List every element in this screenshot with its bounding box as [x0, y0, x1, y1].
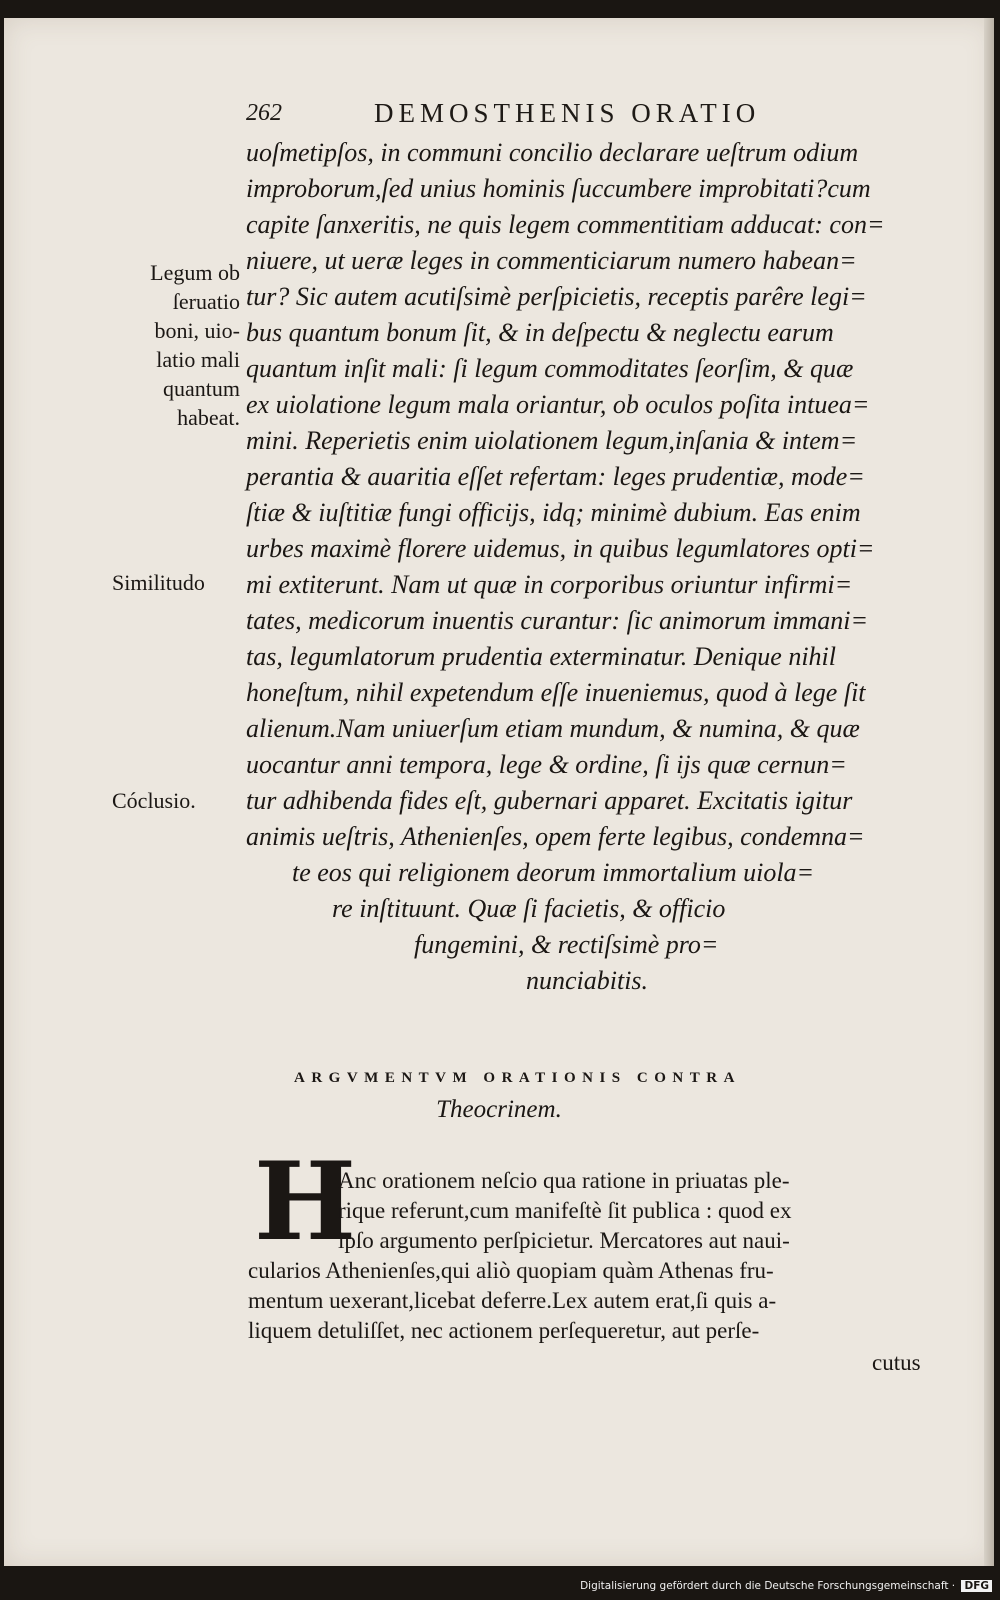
- marginal-line: boni, uio-: [154, 318, 240, 343]
- dfg-logo: DFG: [961, 1580, 992, 1592]
- text-line: liquem detuliſſet, nec actionem perſequeretur, aut perſe-: [248, 1318, 760, 1343]
- text-line: urbes maximè florere uidemus, in quibus legumlatores opti=: [246, 534, 875, 563]
- marginal-line: ſeruatio: [172, 289, 240, 314]
- text-line: tates, medicorum inuentis curantur: ſic animorum immani=: [246, 606, 868, 635]
- page-number: 262: [246, 100, 282, 126]
- text-line: mentum uexerant,licebat deferre.Lex autem erat,ſi quis a-: [248, 1288, 777, 1313]
- text-line: fungemini, & rectiſsimè pro=: [414, 930, 719, 959]
- text-line: niuere, ut ueræ leges in commenticiarum numero habean=: [246, 246, 857, 275]
- text-line: te eos qui religionem deorum immortalium uiola=: [292, 858, 815, 887]
- text-line: mi extiterunt. Nam ut quæ in corporibus oriuntur infirmi=: [246, 570, 853, 599]
- text-line: re inſtituunt. Quæ ſi facietis, & officio: [332, 894, 726, 923]
- marginal-line: habeat.: [177, 405, 240, 430]
- text-line: perantia & auaritia eſſet refertam: leges prudentiæ, mode=: [246, 462, 865, 491]
- text-line: ex uiolatione legum mala oriantur, ob oculos poſita intuea=: [246, 390, 870, 419]
- text-line: tur adhibenda fides eſt, gubernari apparet. Excitatis igitur: [246, 786, 853, 815]
- text-line: capite ſanxeritis, ne quis legem commentitiam adducat: con=: [246, 210, 885, 239]
- text-line: cularios Athenienſes,qui aliò quopiam quàm Athenas fru-: [248, 1258, 774, 1283]
- argument-subheading: Theocrinem.: [436, 1096, 562, 1123]
- marginal-note-similitudo: [112, 568, 240, 597]
- text-line: mini. Reperietis enim uiolationem legum,inſania & intem=: [246, 426, 858, 455]
- marginal-line: quantum: [163, 376, 240, 401]
- text-line: uoſmetipſos, in communi concilio declarare ueſtrum odium: [246, 138, 859, 167]
- marginal-line: latio mali: [156, 347, 240, 372]
- marginal-line: Similitudo: [112, 570, 205, 595]
- book-page: [4, 18, 994, 1566]
- catchword: cutus: [872, 1350, 921, 1375]
- text-line: Anc orationem neſcio qua ratione in priuatas ple-: [338, 1168, 790, 1193]
- text-line: bus quantum bonum ſit, & in deſpectu & neglectu earum: [246, 318, 834, 347]
- text-line: ipſo argumento perſpicietur. Mercatores aut naui-: [338, 1228, 790, 1253]
- text-line: ſtiæ & iuſtitiæ fungi officijs, idq; minimè dubium. Eas enim: [246, 498, 861, 527]
- text-line: animis ueſtris, Athenienſes, opem ferte legibus, condemna=: [246, 822, 865, 851]
- running-title: DEMOSTHENIS ORATIO: [374, 98, 761, 128]
- drop-cap: H: [254, 1139, 357, 1265]
- text-line: uocantur anni tempora, lege & ordine, ſi ijs quæ cernun=: [246, 750, 847, 779]
- text-line: tas, legumlatorum prudentia exterminatur. Denique nihil: [246, 642, 837, 671]
- marginal-line: Legum ob: [150, 260, 240, 285]
- text-line: honeſtum, nihil expetendum eſſe inueniemus, quod à lege ſit: [246, 678, 866, 707]
- credit-text: Digitalisierung gefördert durch die Deutsche Forschungsgemeinschaft ·: [580, 1580, 956, 1592]
- marginal-line: Cóclusio.: [112, 788, 196, 813]
- argument-heading: ARGVMENTVM ORATIONIS CONTRA: [294, 1070, 741, 1086]
- text-line: nunciabitis.: [526, 966, 649, 995]
- text-line: alienum.Nam uniuerſum etiam mundum, & numina, & quæ: [246, 714, 860, 743]
- marginal-note-conclusio: [112, 786, 240, 815]
- text-line: tur? Sic autem acutiſsimè perſpicietis, receptis parêre legi=: [246, 282, 867, 311]
- page-header: [246, 98, 846, 138]
- text-line: quantum inſit mali: ſi legum commoditates ſeorſim, & quæ: [246, 354, 854, 383]
- text-line: rique referunt,cum manifeſtè ſit publica : quod ex: [338, 1198, 792, 1223]
- digitization-credit: [580, 1580, 992, 1592]
- marginal-note-legum: [112, 258, 240, 432]
- text-line: improborum,ſed unius hominis ſuccumbere improbitati?cum: [246, 174, 871, 203]
